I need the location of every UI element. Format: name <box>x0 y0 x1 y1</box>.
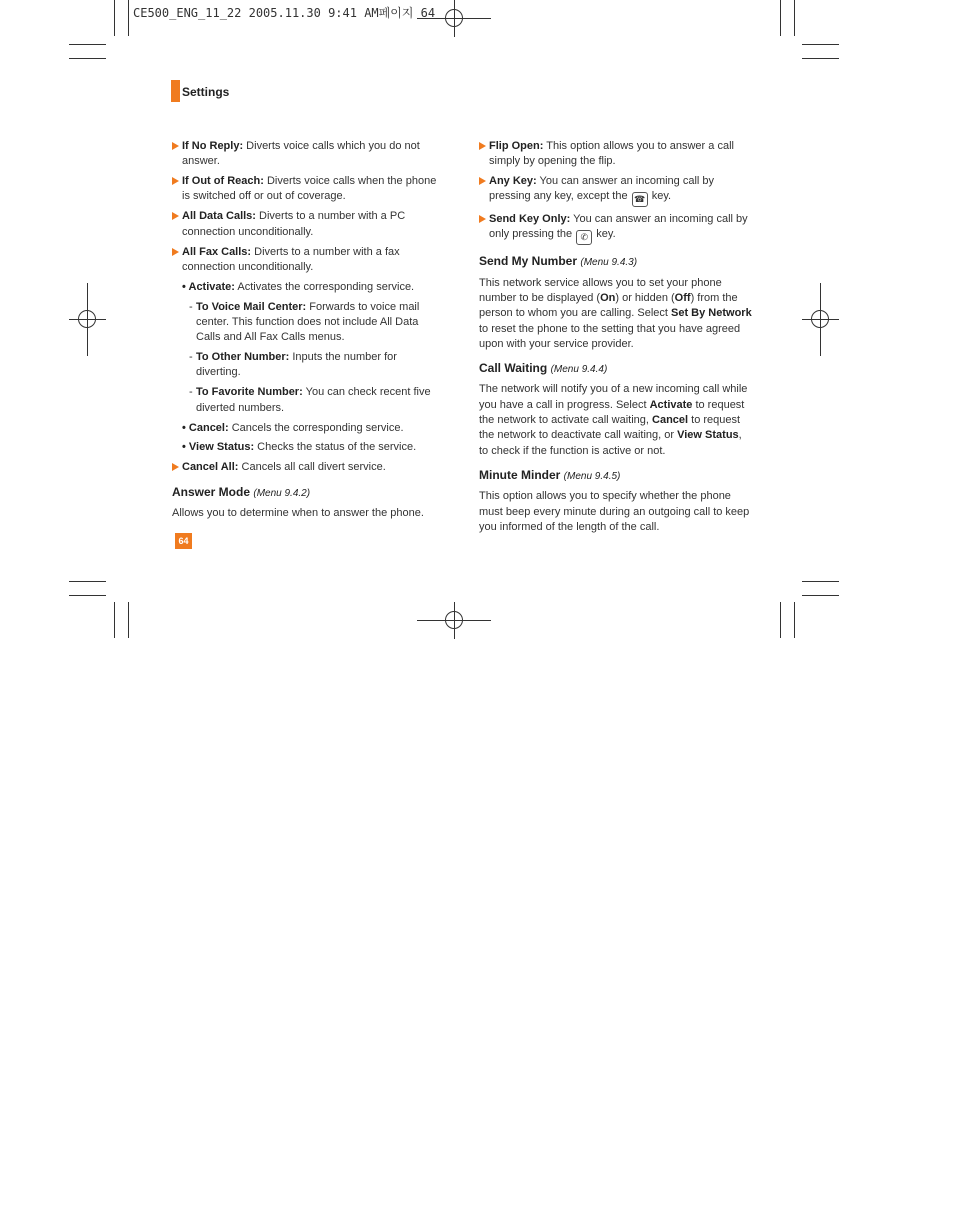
view-status-item: • View Status: Checks the status of the service. <box>182 441 417 454</box>
bullet-arrow-icon <box>479 177 486 185</box>
minute-minder-heading: Minute Minder (Menu 9.4.5) <box>479 467 621 482</box>
section-tab <box>171 80 180 102</box>
bullet-arrow-icon <box>172 463 179 471</box>
answer-mode-body: Allows you to determine when to answer the phone. <box>172 506 424 519</box>
bullet-arrow-icon <box>172 248 179 256</box>
list-item: All Fax Calls: Diverts to a number with a fax connection unconditionally. <box>172 245 444 276</box>
print-info: CE500_ENG_11_22 2005.11.30 9:41 AM페이지 64 <box>133 6 436 20</box>
page-number: 64 <box>175 533 192 549</box>
activate-item: • Activate: Activates the corresponding service. <box>182 280 415 293</box>
bullet-arrow-icon <box>172 212 179 220</box>
bullet-arrow-icon <box>172 177 179 185</box>
send-key-icon: ✆ <box>576 230 592 245</box>
call-waiting-heading: Call Waiting (Menu 9.4.4) <box>479 361 608 376</box>
bullet-arrow-icon <box>172 142 179 150</box>
right-column <box>479 139 753 535</box>
bullet-arrow-icon <box>479 215 486 223</box>
list-item: Flip Open: This option allows you to answer a call simply by opening the flip. <box>479 139 753 170</box>
call-waiting-body: The network will notify you of a new incoming call while you have a call in progress. Select Activate to request the network to activate call waiting, Cancel to request the network to deactivate call waiting, or View Status, to check if the function is active or not. <box>479 383 748 457</box>
send-my-number-heading: Send My Number (Menu 9.4.3) <box>479 254 638 269</box>
section-label: Settings <box>182 85 230 99</box>
answer-mode-heading: Answer Mode (Menu 9.4.2) <box>172 484 311 499</box>
list-item: Any Key: You can answer an incoming call by pressing any key, except the ☎ key. <box>479 174 753 207</box>
list-item: Send Key Only: You can answer an incoming call by only pressing the ✆ key. <box>479 212 753 245</box>
sub-list-item: - To Voice Mail Center: Forwards to voice mail center. This function does not include All Data Calls and All Fax Calls menus. <box>189 300 420 344</box>
send-my-number-body: This network service allows you to set your phone number to be displayed (On) or hidden (Off) from the person to whom you are calling. Select Set By Network to reset the phone to the setting that you have agreed upon with your service provider. <box>479 276 752 350</box>
bullet-arrow-icon <box>479 142 486 150</box>
list-item: If Out of Reach: Diverts voice calls when the phone is switched off or out of coverage. <box>172 174 444 205</box>
list-item: If No Reply: Diverts voice calls which you do not answer. <box>172 139 444 170</box>
cancel-item: • Cancel: Cancels the corresponding service. <box>182 421 404 434</box>
list-item: All Data Calls: Diverts to a number with a PC connection unconditionally. <box>172 209 444 240</box>
left-column <box>172 139 444 521</box>
list-item: Cancel All: Cancels all call divert service. <box>172 460 444 475</box>
sub-list-item: - To Other Number: Inputs the number for diverting. <box>189 351 397 379</box>
end-key-icon: ☎ <box>632 192 648 207</box>
sub-list-item: - To Favorite Number: You can check recent five diverted numbers. <box>189 386 431 414</box>
minute-minder-body: This option allows you to specify whether the phone must beep every minute during an outgoing call to keep you informed of the length of the call. <box>479 490 750 533</box>
